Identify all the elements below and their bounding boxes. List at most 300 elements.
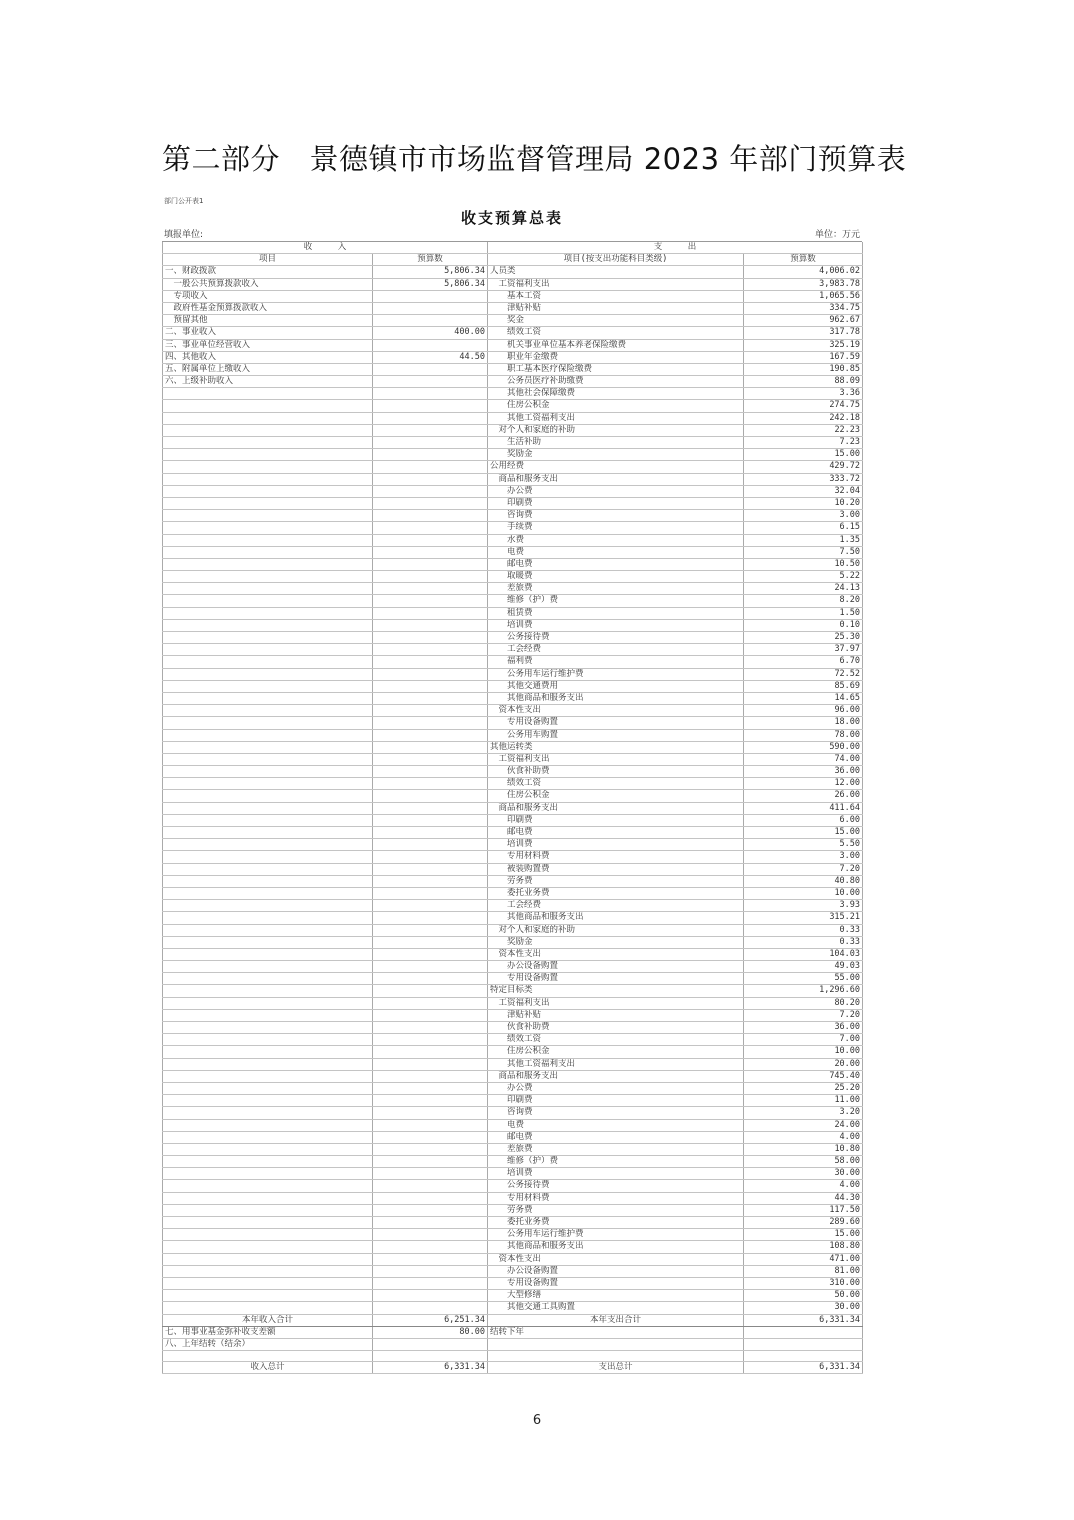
expense-budget-cell: 1.35	[744, 534, 863, 546]
income-item-cell	[163, 437, 373, 449]
column-header-row	[163, 254, 863, 266]
income-item-cell	[163, 717, 373, 729]
income-item-cell	[163, 741, 373, 753]
table-row	[163, 985, 863, 997]
income-budget-cell	[373, 1022, 488, 1034]
income-item-cell	[163, 900, 373, 912]
income-item-cell	[163, 997, 373, 1009]
table-row	[163, 705, 863, 717]
income-budget-cell	[373, 827, 488, 839]
income-budget-cell	[373, 571, 488, 583]
expense-budget-cell: 10.00	[744, 887, 863, 899]
expense-item-cell: 住房公积金	[488, 790, 744, 802]
expense-item-cell: 劳务费	[488, 875, 744, 887]
business-fund-value: 80.00	[373, 1326, 488, 1338]
expense-budget-cell: 85.69	[744, 680, 863, 692]
income-item-cell	[163, 668, 373, 680]
table-row	[163, 1229, 863, 1241]
expense-item-cell: 绩效工资	[488, 778, 744, 790]
table-row	[163, 717, 863, 729]
table-row	[163, 1009, 863, 1021]
income-item-cell	[163, 571, 373, 583]
income-item-header: 项目	[163, 254, 373, 266]
income-item-cell	[163, 1022, 373, 1034]
income-item-cell	[163, 656, 373, 668]
prior-year-value	[373, 1338, 488, 1350]
expense-item-cell: 办公费	[488, 1082, 744, 1094]
income-budget-cell	[373, 790, 488, 802]
expense-item-header: 项目(按支出功能科目类级)	[488, 254, 744, 266]
expense-item-cell: 资本性支出	[488, 948, 744, 960]
income-budget-cell	[373, 546, 488, 558]
expense-item-cell: 大型修缮	[488, 1290, 744, 1302]
income-item-cell	[163, 1143, 373, 1155]
expense-budget-cell: 6.00	[744, 814, 863, 826]
grand-income-label: 收入总计	[163, 1362, 373, 1374]
table-row	[163, 1131, 863, 1143]
expense-item-cell: 福利费	[488, 656, 744, 668]
table-row	[163, 766, 863, 778]
table-row	[163, 607, 863, 619]
table-row	[163, 339, 863, 351]
expense-item-cell: 培训费	[488, 1168, 744, 1180]
income-budget-cell	[373, 656, 488, 668]
expense-budget-cell: 0.10	[744, 619, 863, 631]
income-budget-cell	[373, 1204, 488, 1216]
page-heading: 第二部分 景德镇市市场监督管理局 2023 年部门预算表	[162, 142, 907, 176]
income-item-cell	[163, 1058, 373, 1070]
income-item-cell	[163, 583, 373, 595]
section-header-row	[163, 242, 863, 254]
expense-budget-header: 预算数	[744, 254, 863, 266]
expense-total-label: 本年支出合计	[488, 1314, 744, 1326]
expense-budget-cell: 81.00	[744, 1265, 863, 1277]
expense-item-cell: 资本性支出	[488, 1253, 744, 1265]
income-budget-cell	[373, 619, 488, 631]
income-budget-cell	[373, 875, 488, 887]
expense-budget-cell: 74.00	[744, 753, 863, 765]
currency-unit-label: 单位：万元	[814, 230, 860, 240]
income-budget-cell	[373, 1265, 488, 1277]
expense-budget-cell: 32.04	[744, 485, 863, 497]
expense-budget-cell: 3.36	[744, 388, 863, 400]
income-item-cell	[163, 1168, 373, 1180]
income-item-cell	[163, 1277, 373, 1289]
income-budget-cell	[373, 632, 488, 644]
income-budget-cell	[373, 1253, 488, 1265]
income-item-cell	[163, 924, 373, 936]
income-budget-cell	[373, 388, 488, 400]
table-row	[163, 1290, 863, 1302]
table-row	[163, 827, 863, 839]
expense-budget-cell: 10.50	[744, 558, 863, 570]
table-row	[163, 729, 863, 741]
income-budget-cell	[373, 900, 488, 912]
empty-cell	[744, 1338, 863, 1350]
expense-budget-cell: 36.00	[744, 1022, 863, 1034]
income-item-cell	[163, 705, 373, 717]
income-item-cell	[163, 887, 373, 899]
expense-item-cell: 资本性支出	[488, 705, 744, 717]
expense-item-cell: 人员类	[488, 266, 744, 278]
income-item-cell	[163, 546, 373, 558]
table-row	[163, 290, 863, 302]
carry-forward-value	[744, 1326, 863, 1338]
income-item-cell	[163, 1046, 373, 1058]
income-item-cell	[163, 510, 373, 522]
expense-item-cell: 维修（护）费	[488, 1156, 744, 1168]
expense-item-cell: 住房公积金	[488, 400, 744, 412]
expense-budget-cell: 30.00	[744, 1302, 863, 1314]
income-item-cell	[163, 936, 373, 948]
income-budget-cell	[373, 1192, 488, 1204]
income-budget-cell	[373, 1046, 488, 1058]
income-item-cell	[163, 388, 373, 400]
table-title: 收支预算总表	[460, 209, 563, 227]
income-item-cell	[163, 461, 373, 473]
income-item-cell	[163, 1131, 373, 1143]
expense-budget-cell: 10.00	[744, 1046, 863, 1058]
income-item-cell	[163, 692, 373, 704]
expense-budget-cell: 49.03	[744, 961, 863, 973]
table-row	[163, 473, 863, 485]
expense-item-cell: 邮电费	[488, 827, 744, 839]
table-row	[163, 400, 863, 412]
table-row	[163, 327, 863, 339]
income-budget-cell	[373, 839, 488, 851]
table-row	[163, 851, 863, 863]
expense-item-cell: 委托业务费	[488, 887, 744, 899]
expense-budget-cell: 104.03	[744, 948, 863, 960]
income-budget-cell	[373, 1119, 488, 1131]
expense-item-cell: 差旅费	[488, 583, 744, 595]
table-row	[163, 497, 863, 509]
expense-item-cell: 工会经费	[488, 900, 744, 912]
expense-budget-cell: 96.00	[744, 705, 863, 717]
expense-item-cell: 其他商品和服务支出	[488, 912, 744, 924]
table-row	[163, 668, 863, 680]
expense-budget-cell: 26.00	[744, 790, 863, 802]
expense-item-cell: 取暖费	[488, 571, 744, 583]
income-item-cell	[163, 522, 373, 534]
expense-budget-cell: 1,065.56	[744, 290, 863, 302]
table-row	[163, 900, 863, 912]
expense-budget-cell: 78.00	[744, 729, 863, 741]
income-item-cell	[163, 485, 373, 497]
income-budget-cell	[373, 814, 488, 826]
expense-budget-cell: 4,006.02	[744, 266, 863, 278]
income-budget-cell	[373, 1277, 488, 1289]
income-item-cell	[163, 497, 373, 509]
income-item-cell: 政府性基金预算拨款收入	[163, 302, 373, 314]
income-item-cell	[163, 449, 373, 461]
income-item-cell	[163, 778, 373, 790]
expense-item-cell: 机关事业单位基本养老保险缴费	[488, 339, 744, 351]
expense-item-cell: 其他商品和服务支出	[488, 692, 744, 704]
empty-cell	[744, 1351, 863, 1362]
income-budget-cell	[373, 534, 488, 546]
expense-item-cell: 伙食补助费	[488, 1022, 744, 1034]
expense-budget-cell: 5.50	[744, 839, 863, 851]
income-budget-cell	[373, 1241, 488, 1253]
expense-item-cell: 公务接待费	[488, 1180, 744, 1192]
income-item-cell	[163, 961, 373, 973]
income-budget-cell: 5,806.34	[373, 278, 488, 290]
income-budget-cell	[373, 473, 488, 485]
empty-cell	[488, 1338, 744, 1350]
expense-budget-cell: 1,296.60	[744, 985, 863, 997]
table-row	[163, 266, 863, 278]
table-row	[163, 278, 863, 290]
expense-budget-cell: 20.00	[744, 1058, 863, 1070]
carry-forward-label: 结转下年	[488, 1326, 744, 1338]
income-item-cell	[163, 1034, 373, 1046]
expense-item-cell: 水费	[488, 534, 744, 546]
expense-item-cell: 专用材料费	[488, 851, 744, 863]
expense-budget-cell: 289.60	[744, 1217, 863, 1229]
expense-budget-cell: 7.23	[744, 437, 863, 449]
income-budget-cell	[373, 485, 488, 497]
table-row	[163, 510, 863, 522]
income-budget-cell	[373, 1034, 488, 1046]
table-row	[163, 449, 863, 461]
income-item-cell: 一般公共预算拨款收入	[163, 278, 373, 290]
table-row	[163, 534, 863, 546]
income-item-cell	[163, 607, 373, 619]
table-row	[163, 875, 863, 887]
expense-item-cell: 电费	[488, 1119, 744, 1131]
income-item-cell: 四、其他收入	[163, 351, 373, 363]
income-budget-cell	[373, 1070, 488, 1082]
income-item-cell	[163, 473, 373, 485]
table-row	[163, 644, 863, 656]
income-item-cell: 一、财政拨款	[163, 266, 373, 278]
grand-income-value: 6,331.34	[373, 1362, 488, 1374]
income-item-cell	[163, 1095, 373, 1107]
income-budget-cell	[373, 510, 488, 522]
unit-row	[162, 230, 862, 242]
income-budget-cell	[373, 424, 488, 436]
income-budget-cell	[373, 863, 488, 875]
income-item-cell	[163, 814, 373, 826]
expense-item-cell: 绩效工资	[488, 327, 744, 339]
table-row	[163, 1217, 863, 1229]
expense-item-cell: 差旅费	[488, 1143, 744, 1155]
income-budget-cell	[373, 778, 488, 790]
income-budget-cell	[373, 1180, 488, 1192]
income-budget-cell	[373, 1290, 488, 1302]
income-item-cell	[163, 400, 373, 412]
expense-item-cell: 商品和服务支出	[488, 1070, 744, 1082]
income-section-header: 收 入	[163, 242, 488, 254]
expense-item-cell: 职工基本医疗保险缴费	[488, 363, 744, 375]
expense-budget-cell: 108.80	[744, 1241, 863, 1253]
table-row	[163, 1034, 863, 1046]
expense-budget-cell: 8.20	[744, 595, 863, 607]
income-item-cell	[163, 839, 373, 851]
income-item-cell: 五、附属单位上缴收入	[163, 363, 373, 375]
income-budget-cell	[373, 924, 488, 936]
expense-item-cell: 特定目标类	[488, 985, 744, 997]
income-item-cell	[163, 1009, 373, 1021]
table-row	[163, 802, 863, 814]
expense-budget-cell: 429.72	[744, 461, 863, 473]
income-budget-cell	[373, 753, 488, 765]
expense-item-cell: 电费	[488, 546, 744, 558]
expense-item-cell: 绩效工资	[488, 1034, 744, 1046]
expense-item-cell: 公务用车购置	[488, 729, 744, 741]
income-item-cell	[163, 1180, 373, 1192]
expense-item-cell: 商品和服务支出	[488, 802, 744, 814]
expense-budget-cell: 5.22	[744, 571, 863, 583]
income-item-cell	[163, 1229, 373, 1241]
expense-item-cell: 工资福利支出	[488, 997, 744, 1009]
income-budget-header: 预算数	[373, 254, 488, 266]
table-row	[163, 388, 863, 400]
grand-expense-value: 6,331.34	[744, 1362, 863, 1374]
table-row	[163, 376, 863, 388]
table-row	[163, 1143, 863, 1155]
expense-budget-cell: 117.50	[744, 1204, 863, 1216]
grand-expense-label: 支出总计	[488, 1362, 744, 1374]
income-budget-cell	[373, 973, 488, 985]
expense-item-cell: 公务用车运行维护费	[488, 1229, 744, 1241]
expense-budget-cell: 44.30	[744, 1192, 863, 1204]
expense-item-cell: 公务接待费	[488, 632, 744, 644]
income-item-cell: 六、上级补助收入	[163, 376, 373, 388]
expense-item-cell: 奖励金	[488, 936, 744, 948]
income-item-cell	[163, 802, 373, 814]
expense-budget-cell: 3.93	[744, 900, 863, 912]
income-item-cell	[163, 534, 373, 546]
income-budget-cell	[373, 461, 488, 473]
income-item-cell	[163, 875, 373, 887]
expense-item-cell: 维修（护）费	[488, 595, 744, 607]
expense-item-cell: 专用设备购置	[488, 1277, 744, 1289]
income-budget-cell	[373, 1095, 488, 1107]
table-row	[163, 595, 863, 607]
income-budget-cell	[373, 1168, 488, 1180]
expense-item-cell: 咨询费	[488, 510, 744, 522]
table-row	[163, 1302, 863, 1314]
income-item-cell	[163, 973, 373, 985]
income-budget-cell: 44.50	[373, 351, 488, 363]
expense-budget-cell: 58.00	[744, 1156, 863, 1168]
income-budget-cell	[373, 912, 488, 924]
prior-year-label: 八、上年结转（结余）	[163, 1338, 373, 1350]
expense-item-cell: 租赁费	[488, 607, 744, 619]
expense-budget-cell: 24.00	[744, 1119, 863, 1131]
table-row	[163, 973, 863, 985]
income-total-value: 6,251.34	[373, 1314, 488, 1326]
expense-item-cell: 基本工资	[488, 290, 744, 302]
income-item-cell	[163, 753, 373, 765]
income-budget-cell	[373, 1009, 488, 1021]
income-budget-cell	[373, 400, 488, 412]
expense-item-cell: 专用材料费	[488, 1192, 744, 1204]
income-budget-cell	[373, 887, 488, 899]
income-item-cell	[163, 948, 373, 960]
income-item-cell	[163, 632, 373, 644]
income-budget-cell	[373, 705, 488, 717]
income-item-cell	[163, 863, 373, 875]
income-item-cell	[163, 1107, 373, 1119]
income-budget-cell	[373, 607, 488, 619]
income-budget-cell	[373, 680, 488, 692]
income-budget-cell	[373, 985, 488, 997]
income-budget-cell	[373, 376, 488, 388]
table-row	[163, 912, 863, 924]
table-row	[163, 546, 863, 558]
income-item-cell	[163, 1119, 373, 1131]
empty-cell	[488, 1351, 744, 1362]
table-row	[163, 839, 863, 851]
income-budget-cell	[373, 339, 488, 351]
expense-item-cell: 工资福利支出	[488, 753, 744, 765]
expense-budget-cell: 0.33	[744, 924, 863, 936]
income-item-cell	[163, 1302, 373, 1314]
expense-item-cell: 工会经费	[488, 644, 744, 656]
table-row	[163, 1046, 863, 1058]
income-budget-cell	[373, 851, 488, 863]
income-item-cell	[163, 766, 373, 778]
income-budget-cell	[373, 936, 488, 948]
expense-budget-cell: 15.00	[744, 827, 863, 839]
grand-total-row	[163, 1362, 863, 1374]
table-row	[163, 351, 863, 363]
expense-budget-cell: 88.09	[744, 376, 863, 388]
income-budget-cell	[373, 1131, 488, 1143]
income-item-cell	[163, 1082, 373, 1094]
expense-item-cell: 劳务费	[488, 1204, 744, 1216]
income-item-cell	[163, 827, 373, 839]
fund-balance-row	[163, 1326, 863, 1338]
expense-item-cell: 其他商品和服务支出	[488, 1241, 744, 1253]
income-budget-cell	[373, 668, 488, 680]
income-item-cell	[163, 595, 373, 607]
expense-item-cell: 印刷费	[488, 814, 744, 826]
expense-budget-cell: 315.21	[744, 912, 863, 924]
table-row	[163, 424, 863, 436]
expense-budget-cell: 6.15	[744, 522, 863, 534]
expense-budget-cell: 15.00	[744, 449, 863, 461]
table-row	[163, 571, 863, 583]
expense-budget-cell: 3.00	[744, 851, 863, 863]
income-budget-cell	[373, 1156, 488, 1168]
page-number: 6	[532, 1413, 542, 1428]
expense-budget-cell: 310.00	[744, 1277, 863, 1289]
table-row	[163, 1058, 863, 1070]
income-item-cell	[163, 1156, 373, 1168]
income-item-cell	[163, 1070, 373, 1082]
expense-item-cell: 公用经费	[488, 461, 744, 473]
expense-budget-cell: 55.00	[744, 973, 863, 985]
income-item-cell	[163, 412, 373, 424]
table-row	[163, 1107, 863, 1119]
expense-item-cell: 办公设备购置	[488, 1265, 744, 1277]
income-item-cell: 二、事业收入	[163, 327, 373, 339]
income-budget-cell	[373, 412, 488, 424]
expense-budget-cell: 7.20	[744, 1009, 863, 1021]
expense-budget-cell: 4.00	[744, 1180, 863, 1192]
budget-sheet	[162, 196, 862, 1374]
expense-budget-cell: 25.30	[744, 632, 863, 644]
table-row	[163, 1070, 863, 1082]
table-row	[163, 1168, 863, 1180]
table-row	[163, 1253, 863, 1265]
expense-item-cell: 伙食补助费	[488, 766, 744, 778]
income-budget-cell	[373, 717, 488, 729]
